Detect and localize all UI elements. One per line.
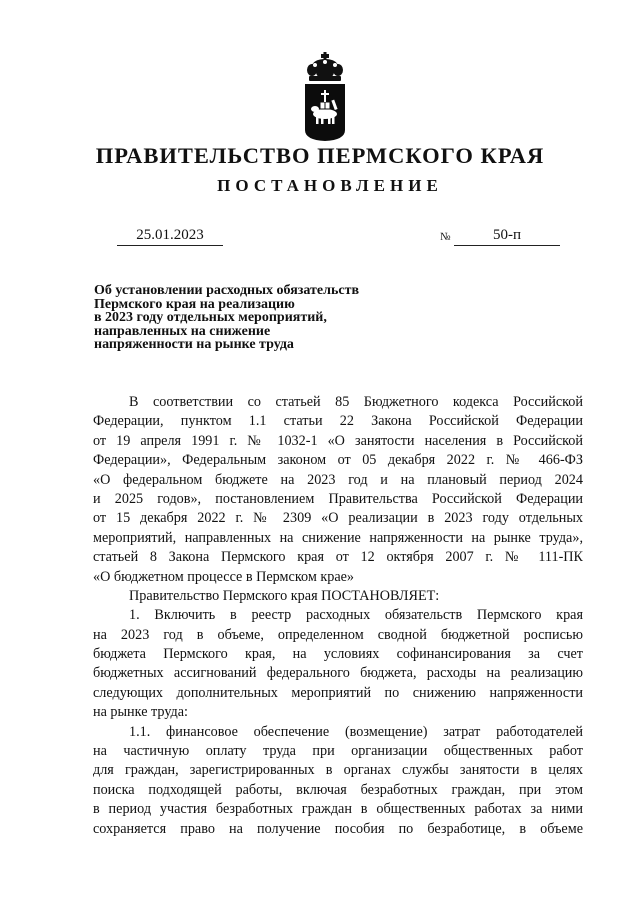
body-line: 1.1. финансовое обеспечение (возмещение) затрат работодателей: [129, 723, 583, 740]
body-line: бюджета Пермского края, на условиях софинансирования за счет: [93, 646, 583, 663]
subject-line: в 2023 году отдельных мероприятий,: [94, 310, 327, 325]
document-body: [93, 393, 583, 839]
body-line: на 2023 год в объеме, определенном сводной бюджетной росписью: [93, 626, 583, 643]
government-title: ПРАВИТЕЛЬСТВО ПЕРМСКОГО КРАЯ: [95, 143, 545, 168]
body-line: от 19 апреля 1991 г. № 1032-1 «О занятости населения в Российской: [93, 432, 583, 449]
crown-icon: [307, 52, 343, 81]
document-number: 50-п: [454, 227, 560, 246]
body-line: статьей 8 Закона Пермского края от 12 октября 2007 г. № 111-ПК: [93, 549, 583, 566]
body-line: мероприятий, направленных на снижение напряженности на рынке труда»,: [93, 529, 583, 546]
body-line: В соответствии со статьей 85 Бюджетного кодекса Российской: [129, 394, 583, 410]
body-line: «О бюджетном процессе в Пермском крае»: [93, 568, 355, 585]
document-type: ПОСТАНОВЛЕНИЕ: [217, 176, 443, 195]
body-line: следующих дополнительных мероприятий по снижению напряженности: [93, 684, 583, 701]
document-subject: [94, 284, 424, 352]
subject-line: Пермского края на реализацию: [94, 296, 295, 312]
body-line: и 2025 годов», постановлением Правительства Российской Федерации: [93, 490, 583, 507]
subject-line: Об установлении расходных обязательств: [94, 283, 360, 298]
body-line: бюджетных ассигнований федерального бюджета, расходы на реализацию: [93, 665, 583, 682]
body-line: от 15 декабря 2022 г. № 2309 «О реализации в 2023 году отдельных: [93, 510, 583, 527]
body-line: Федерации», Федеральным законом от 05 декабря 2022 г. № 466-ФЗ: [93, 452, 583, 469]
body-line: сохраняется право на получение пособия по безработице, в объеме: [93, 820, 583, 837]
body-line: «О федеральном бюджете на 2023 год и на плановый период 2024: [93, 471, 583, 488]
body-line: на рынке труда:: [93, 704, 188, 721]
body-line: в период участия безработных граждан в общественных работах за ними: [93, 801, 583, 818]
coat-of-arms-emblem: [303, 52, 347, 142]
body-line: Правительство Пермского края ПОСТАНОВЛЯЕТ:: [129, 587, 440, 604]
body-line: для граждан, зарегистрированных в органах службы занятости в целях: [93, 762, 583, 779]
body-line: поиска подходящей работы, включая безработных граждан, при этом: [93, 781, 583, 798]
body-line: на частичную оплату труда при организации общественных работ: [93, 743, 583, 760]
body-line: 1. Включить в реестр расходных обязательств Пермского края: [129, 607, 583, 624]
subject-line: направленных на снижение: [94, 323, 271, 339]
number-label: №: [440, 231, 451, 243]
subject-line: напряженности на рынке труда: [94, 337, 294, 352]
document-date: 25.01.2023: [117, 227, 223, 246]
body-line: Федерации, пунктом 1.1 статьи 22 Закона Российской Федерации: [93, 413, 583, 430]
